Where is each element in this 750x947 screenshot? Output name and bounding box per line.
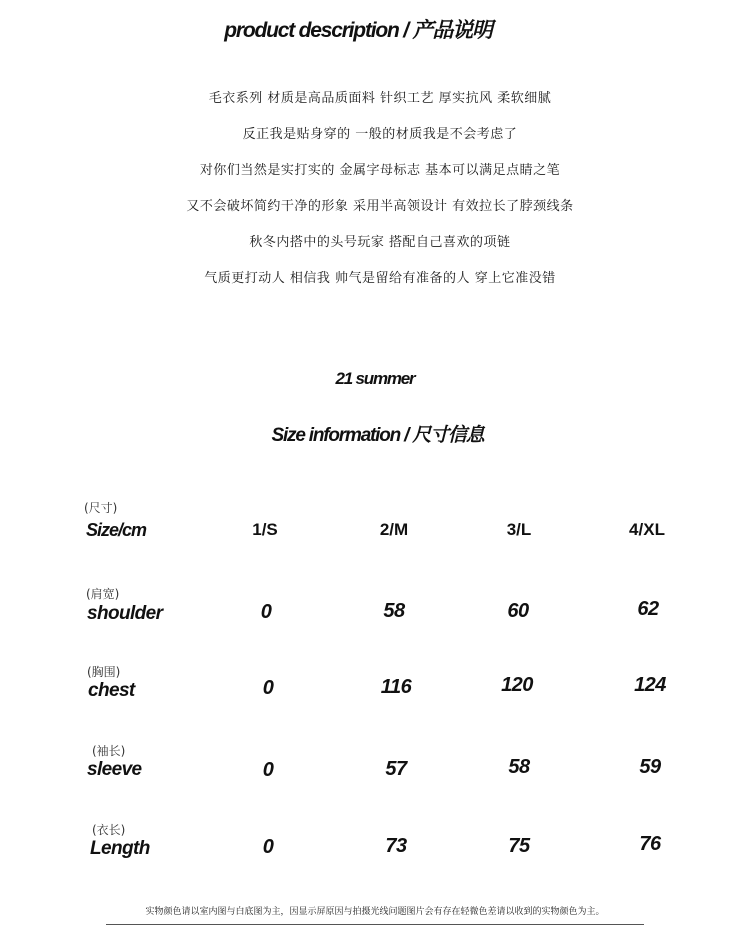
row-label-en: Length <box>90 838 150 859</box>
table-cell: 116 <box>380 676 412 698</box>
row-label-en: sleeve <box>87 759 142 780</box>
description-line: 秋冬内搭中的头号玩家 搭配自己喜欢的项链 <box>249 235 511 250</box>
size-column-header: 3/L <box>506 520 532 539</box>
table-cell: 58 <box>383 600 405 622</box>
color-disclaimer-footnote: 实物颜色请以室内图与白底图为主，因显示屏原因与拍摄光线问题图片会有存在轻微色差请以收到的实物颜色为主。 <box>145 907 605 917</box>
table-cell: 60 <box>507 600 529 622</box>
size-label-cn: (尺寸) <box>84 501 118 515</box>
season-label: 21 summer <box>335 369 415 388</box>
row-label-cn: (肩宽) <box>86 587 120 601</box>
size-column-header: 4/XL <box>629 520 665 539</box>
table-cell: 0 <box>262 836 274 858</box>
size-column-header: 2/M <box>379 520 409 539</box>
row-label-en: shoulder <box>87 603 163 624</box>
table-cell: 120 <box>501 674 533 696</box>
row-label-en: chest <box>88 680 135 701</box>
table-cell: 62 <box>637 598 659 620</box>
description-line: 气质更打动人 相信我 帅气是留给有准备的人 穿上它准没错 <box>204 271 556 286</box>
size-label-en: Size/cm <box>86 520 147 540</box>
row-label-cn: (衣长) <box>92 823 126 837</box>
row-label-cn: (胸围) <box>87 665 121 679</box>
table-cell: 0 <box>262 677 274 699</box>
table-cell: 124 <box>634 674 666 696</box>
description-line: 反正我是贴身穿的 一般的材质我是不会考虑了 <box>242 127 518 142</box>
table-cell: 0 <box>260 601 272 623</box>
description-line: 对你们当然是实打实的 金属字母标志 基本可以满足点睛之笔 <box>199 163 561 178</box>
table-cell: 75 <box>508 835 530 857</box>
row-label-cn: (袖长) <box>92 744 126 758</box>
table-cell: 59 <box>639 756 661 778</box>
table-cell: 58 <box>508 756 530 778</box>
footer-divider <box>106 924 644 925</box>
size-column-header: 1/S <box>252 520 278 539</box>
table-cell: 73 <box>385 835 407 857</box>
table-cell: 0 <box>262 759 274 781</box>
table-cell: 76 <box>639 833 661 855</box>
product-description-title: product description / 产品说明 <box>224 19 492 42</box>
size-information-title: Size information / 尺寸信息 <box>271 425 484 446</box>
description-line: 毛衣系列 材质是高品质面料 针织工艺 厚实抗风 柔软细腻 <box>208 91 552 106</box>
description-line: 又不会破坏简约干净的形象 采用半高领设计 有效拉长了脖颈线条 <box>186 199 574 214</box>
table-cell: 57 <box>385 758 407 780</box>
